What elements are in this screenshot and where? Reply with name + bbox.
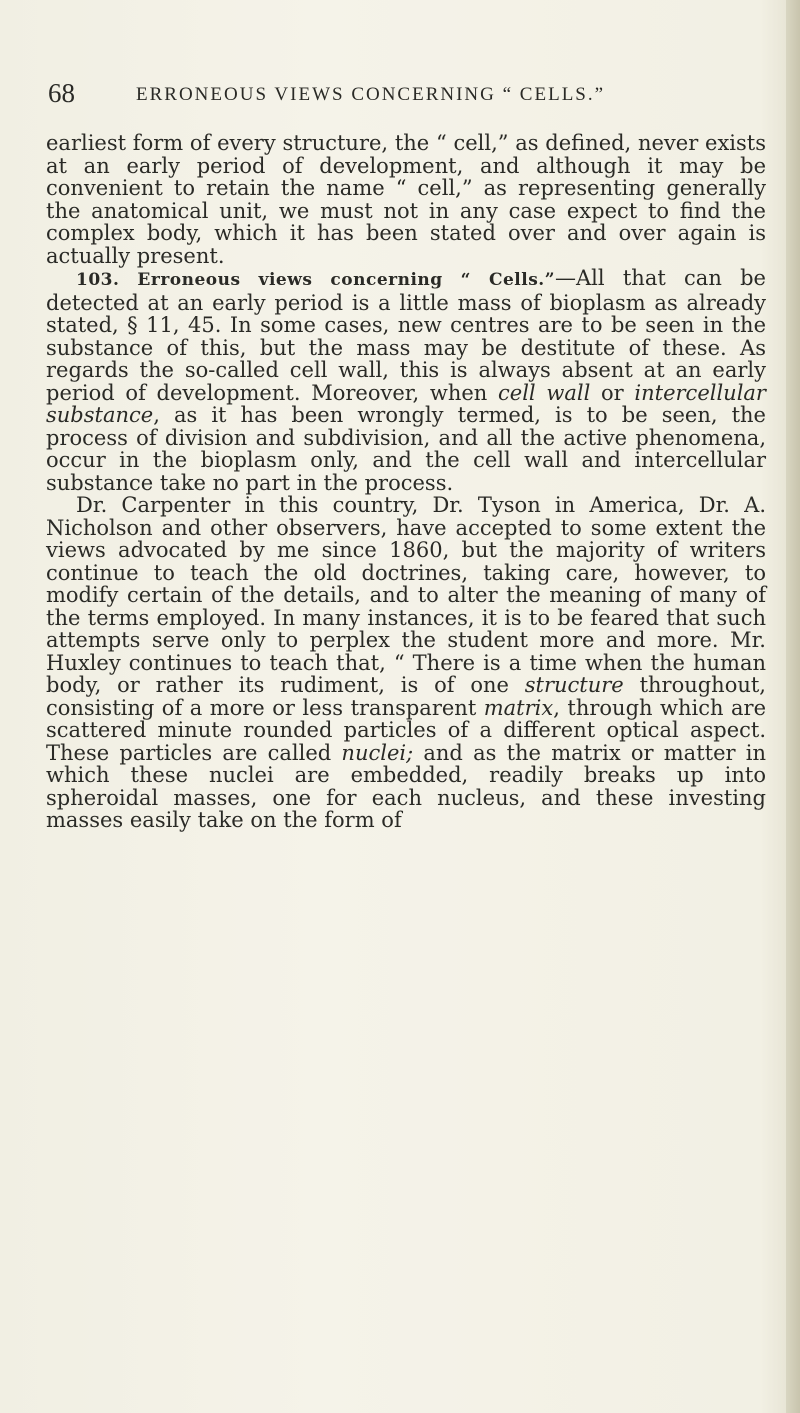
- running-head: ERRONEOUS VIEWS CONCERNING “ CELLS.”: [136, 84, 606, 105]
- italic-term: matrix: [483, 695, 554, 720]
- text-run: , as it has been wrongly termed, is to be seen, the process of division and subdivision, and all the active phenomena, occur in the bioplasm only, and the cell wall and intercellular substance take no part in the process.: [46, 403, 766, 495]
- text-run: and as the matrix or matter in which these nuclei are embedded, readily breaks up into spheroidal masses, one for each nucleus, and these investing masses easily take on the form of: [46, 740, 766, 832]
- italic-term: nuclei;: [341, 740, 414, 765]
- text-run: —All that can be detected at an early period is a little mass of bioplasm as already stated, § 11, 45. In some cases, new centres are to be seen in the substance of this, but the mass may be destitute of these. As regards the so-called cell wall, this is always absent at an early period of development. Moreover, when: [46, 266, 766, 405]
- text-run: , through which are scattered minute rounded particles of a different optical aspect. These particles are called: [46, 695, 766, 765]
- page-number: 68: [48, 78, 75, 108]
- text-run: throughout, consisting of a more or less transparent: [46, 673, 766, 720]
- text-run: Dr. Carpenter in this country, Dr. Tyson in America, Dr. A. Nicholson and other observers, have accepted to some extent the views advocated by me since 1860, but the majority of writers continue to teach the old doctrines, taking care, however, to modify certain of the details, and to alter the meaning of many of the terms employed. In many instances, it is to be feared that such attempts serve only to perplex the student more and more. Mr. Huxley continues to teach that, “ There is a time when the human body, or rather its rudiment, is of one: [46, 493, 766, 697]
- body-text: [46, 132, 766, 832]
- paragraph-continued: earliest form of every structure, the “ cell,” as defined, never exists at an early period of development, and although it may be convenient to retain the name “ cell,” as representing generally the anatomical unit, we must not in any case expect to find the complex body, which it has been stated over and over again is actually present.: [46, 131, 766, 268]
- italic-term: structure: [524, 673, 624, 697]
- page-header: [48, 78, 748, 112]
- text-run: or: [590, 380, 635, 405]
- italic-term: intercellular substance: [46, 380, 766, 427]
- section-heading: 103. Erroneous views concerning “ Cells.”: [76, 270, 555, 290]
- page-edge: [786, 0, 800, 1413]
- paragraph-carpenter: [46, 494, 766, 832]
- paragraph-section-103: [46, 267, 766, 494]
- italic-term: cell wall: [498, 380, 591, 405]
